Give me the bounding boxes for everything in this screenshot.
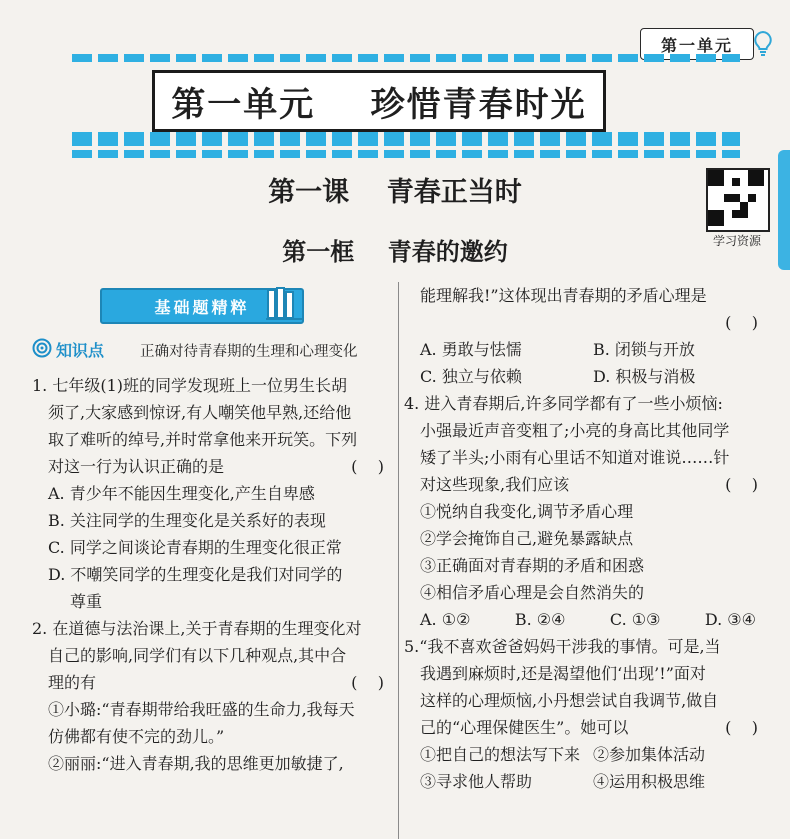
- question-4: [404, 390, 766, 633]
- knowledge-point-label: 知识点: [56, 341, 105, 360]
- answer-paren: ( ): [351, 673, 384, 692]
- question-text: 对这一行为认识正确的是: [48, 457, 225, 476]
- statement-item: ①悦纳自我变化,调节矛盾心理: [420, 502, 634, 521]
- question-text-line: [404, 471, 766, 498]
- question-text: 己的“心理保健医生”。她可以: [420, 718, 629, 737]
- column-divider: [398, 282, 399, 839]
- question-text-line: 4. 进入青春期后,许多同学都有了一些小烦恼:: [404, 394, 723, 413]
- option: B. 闭锁与开放: [593, 340, 695, 359]
- lesson-title: 第一课 青春正当时: [268, 177, 522, 208]
- question-text-line: 矮了半头;小雨有心里话不知道对谁说……针: [420, 448, 730, 467]
- statement-item: ①把自己的想法写下来: [420, 745, 581, 764]
- target-icon: [32, 338, 52, 358]
- option: A. 青少年不能因生理变化,产生自卑感: [48, 484, 315, 503]
- question-text-line: 能理解我!”这体现出青春期的矛盾心理是: [420, 286, 707, 305]
- option: B. 关注同学的生理变化是关系好的表现: [48, 511, 326, 530]
- question-5: [404, 633, 766, 795]
- question-text: 理的有: [48, 673, 97, 692]
- question-text-line: 这样的心理烦恼,小丹想尝试自我调节,做自: [420, 691, 719, 710]
- qr-label: 学习资源: [712, 234, 761, 248]
- statement-item: ①小璐:“青春期带给我旺盛的生命力,我每天: [48, 700, 355, 719]
- option: A. ①②: [420, 610, 471, 629]
- statement-item: ②丽丽:“进入青春期,我的思维更加敏捷了,: [48, 754, 344, 773]
- question-text-line: [404, 714, 766, 741]
- option: D. 不嘲笑同学的生理变化是我们对同学的: [48, 565, 343, 584]
- option: C. 同学之间谈论青春期的生理变化很正常: [48, 538, 342, 557]
- answer-paren: ( ): [351, 457, 384, 476]
- option-continued: 尊重: [70, 592, 103, 611]
- section-banner: 基础题精粹: [100, 288, 304, 324]
- option: D. ③④: [704, 610, 756, 629]
- options-row: [404, 363, 766, 390]
- options-row: [404, 606, 766, 633]
- knowledge-point-text: 正确对待青春期的生理和心理变化: [140, 344, 358, 360]
- statement-row: [404, 768, 766, 795]
- option: C. ①③: [609, 610, 661, 629]
- statement-item: ④运用积极思维: [593, 772, 706, 791]
- statement-item: ③正确面对青春期的矛盾和困惑: [420, 556, 645, 575]
- qr-code-icon: [706, 168, 770, 232]
- question-text-line: 5.“我不喜欢爸爸妈妈干涉我的事情。可是,当: [404, 637, 721, 656]
- question-2: [32, 615, 392, 777]
- option: B. ②④: [514, 610, 566, 629]
- statement-item: ②学会掩饰自己,避免暴露缺点: [420, 529, 634, 548]
- books-icon: [266, 286, 304, 322]
- frame-title: 第一框 青春的邀约: [282, 238, 508, 266]
- answer-paren: ( ): [725, 313, 758, 332]
- question-text: 对这些现象,我们应该: [420, 475, 570, 494]
- option: D. 积极与消极: [593, 367, 696, 386]
- question-text-line: 自己的影响,同学们有以下几种观点,其中合: [48, 646, 347, 665]
- statement-item: ③寻求他人帮助: [420, 772, 533, 791]
- left-column: [32, 372, 392, 777]
- answer-paren-line: [404, 309, 766, 336]
- question-text-line: 须了,大家感到惊讶,有人嘲笑他早熟,还给他: [48, 403, 352, 422]
- question-text-line: 小强最近声音变粗了;小亮的身高比其他同学: [420, 421, 730, 440]
- unit-corner-tag: 第一单元: [640, 28, 754, 60]
- side-tab: [778, 150, 790, 270]
- unit-title: 第一单元 珍惜青春时光: [152, 70, 606, 132]
- statement-item: ②参加集体活动: [593, 745, 706, 764]
- question-text-line: 1. 七年级(1)班的同学发现班上一位男生长胡: [32, 376, 348, 395]
- question-text-line: 我遇到麻烦时,还是渴望他们‘出现’!”面对: [420, 664, 706, 683]
- option: C. 独立与依赖: [420, 367, 522, 386]
- option: A. 勇敢与怯懦: [420, 340, 522, 359]
- question-text-line: 2. 在道德与法治课上,关于青春期的生理变化对: [32, 619, 362, 638]
- question-3-tail: [404, 282, 766, 390]
- statement-row: [404, 741, 766, 768]
- right-column: [404, 282, 766, 795]
- answer-paren: ( ): [725, 475, 758, 494]
- answer-paren: ( ): [725, 718, 758, 737]
- statement-item: ④相信矛盾心理是会自然消失的: [420, 583, 645, 602]
- question-1: [32, 372, 392, 615]
- lightbulb-icon: [752, 30, 774, 58]
- question-text-line: [32, 453, 392, 480]
- question-text-line: [32, 669, 392, 696]
- question-text-line: 取了难听的绰号,并时常拿他来开玩笑。下列: [48, 430, 358, 449]
- statement-item: 仿佛都有使不完的劲儿。”: [48, 727, 225, 746]
- options-row: [404, 336, 766, 363]
